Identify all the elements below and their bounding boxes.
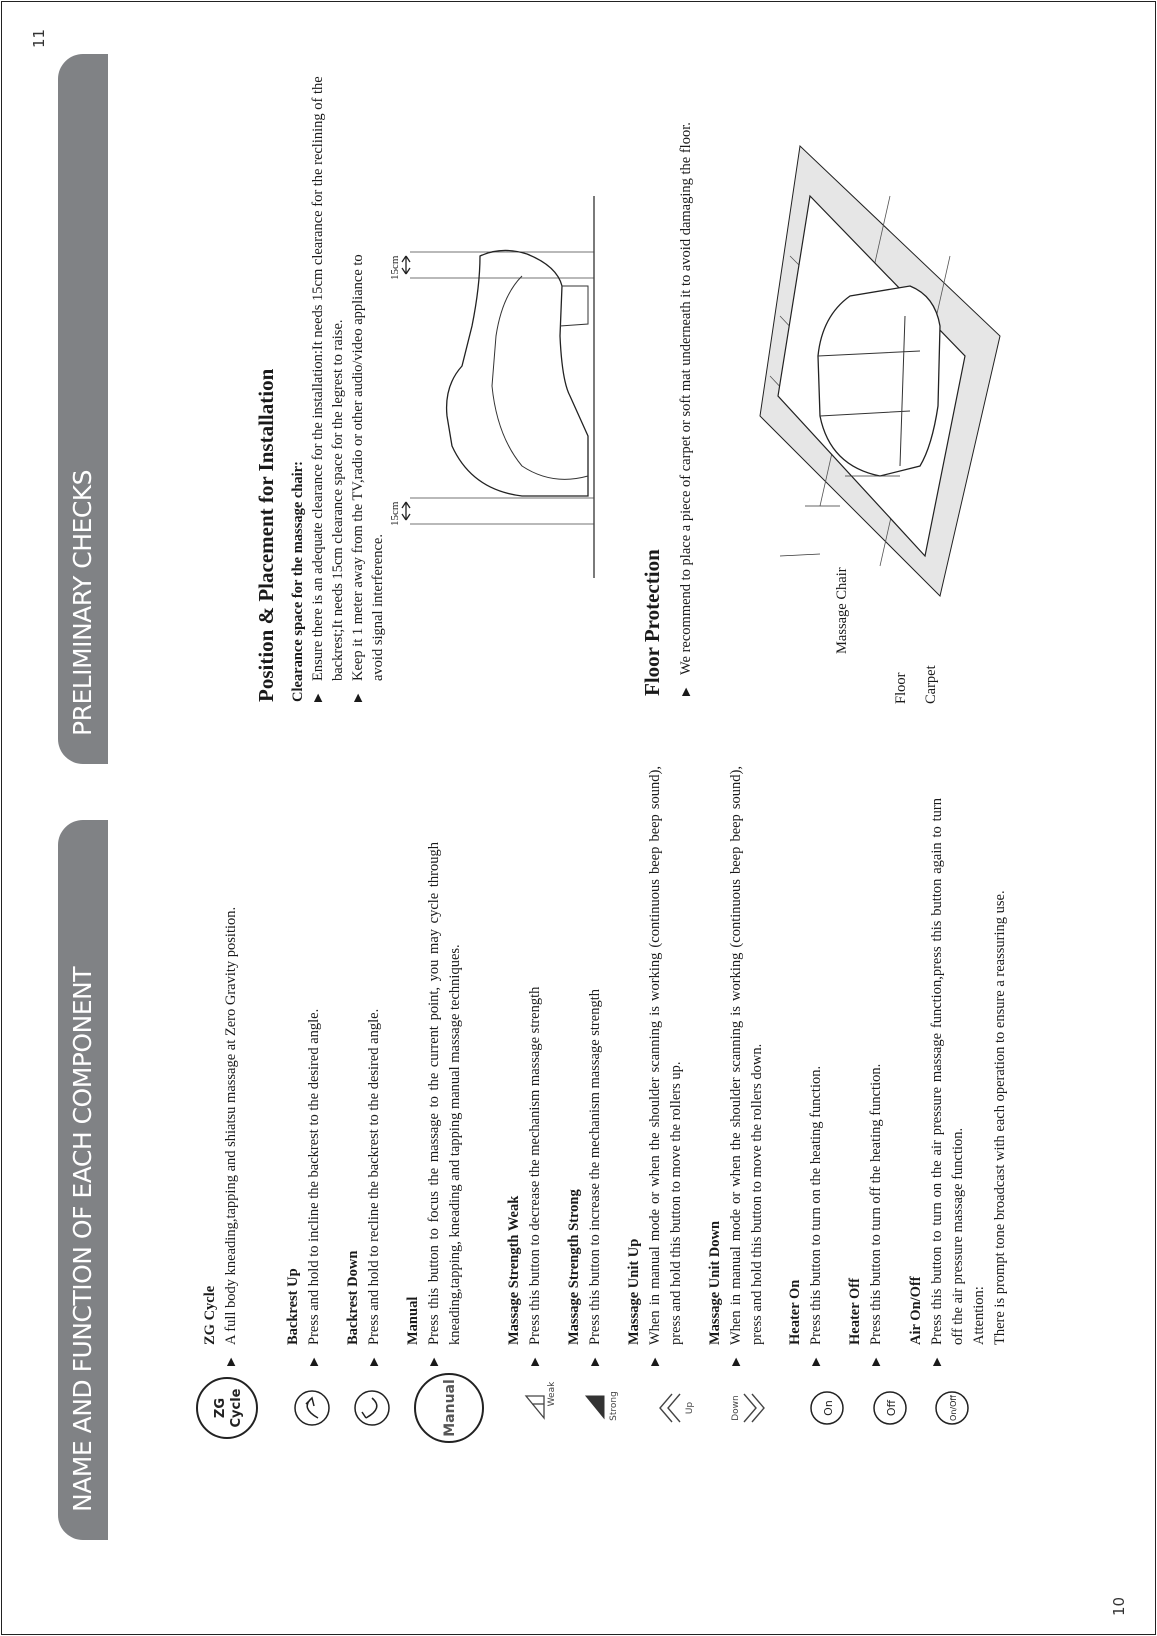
item-desc: ▶ Press and hold to recline the backrest to the desired angle. (364, 848, 385, 1366)
clearance-subheading: Clearance space for the massage chair: (290, 461, 306, 702)
item-desc: ▶ A full body kneading,tapping and shiatsu massage at Zero Gravity position. (221, 848, 242, 1366)
position-heading: Position & Placement for Installation (254, 368, 278, 702)
manual-icon-label: Manual (442, 1379, 458, 1437)
item-desc: ▶ Press this button to turn off the heating function. (866, 766, 887, 1366)
item-heater-off (845, 766, 887, 1366)
item-desc: ▶ Press this button to turn on the air pressure massage function,press this button again to turn off the air pressure massage function. (927, 798, 969, 1366)
item-desc: ▶ When in manual mode or when the shoulder scanning is working (continuous beep beep sound), press and hold this button to move the rollers up. (645, 766, 687, 1366)
heater-on-icon (811, 1392, 843, 1424)
item-zg-cycle (200, 848, 242, 1366)
item-title: Heater On (787, 1279, 803, 1345)
item-title: Massage Unit Down (707, 1220, 723, 1345)
icon-column (0, 1370, 1157, 1440)
floor-protection-diagram (760, 136, 1010, 616)
air-onoff-icon (936, 1392, 968, 1424)
item-title: ZG Cycle (202, 1285, 218, 1345)
item-unit-up (624, 766, 687, 1366)
banner-right: PRELIMINARY CHECKS (58, 54, 108, 764)
item-desc: ▶ Press this button to focus the massage to the current point, you may cycle through kneading,tapping, kneading and tapping manual massage techniques. (424, 842, 466, 1366)
heater-off-icon (874, 1392, 906, 1424)
up-icon-label: Up (685, 1401, 695, 1415)
item-title: Backrest Up (285, 1268, 301, 1345)
zg-cycle-icon (197, 1378, 257, 1438)
dimension-label-left: 15cm (389, 501, 401, 526)
item-backrest-down (343, 848, 385, 1366)
item-desc: ▶ Press and hold to incline the backrest to the desired angle. (304, 848, 325, 1366)
on-icon-label: On (822, 1400, 835, 1416)
strength-strong-icon (586, 1391, 619, 1421)
zg-icon-line2: Cycle (229, 1388, 244, 1428)
item-title: Massage Strength Weak (506, 1195, 522, 1345)
iso-chair-outline (818, 286, 940, 476)
item-title: Heater Off (847, 1278, 863, 1345)
item-desc: ▶ Press this button to turn on the heating function. (806, 766, 827, 1366)
item-backrest-up (283, 848, 325, 1366)
page-number-right: 11 (30, 28, 48, 48)
floor-bullet: ▶ We recommend to place a piece of carpet or soft mat underneath it to avoid damaging the floor. (676, 86, 696, 696)
item-title: Massage Strength Strong (566, 1189, 582, 1345)
item-title: Air On/Off (908, 1276, 924, 1345)
down-icon-label: Down (731, 1395, 741, 1421)
item-desc: ▶ Press this button to decrease the mechanism massage strength (525, 842, 546, 1366)
unit-down-icon (731, 1394, 764, 1422)
item-title: Backrest Down (345, 1250, 361, 1345)
item-unit-down (705, 766, 768, 1366)
item-heater-on (785, 766, 827, 1366)
item-manual (403, 842, 466, 1366)
off-icon-label: Off (885, 1399, 898, 1417)
item-strength-strong (564, 842, 606, 1366)
item-desc: ▶ When in manual mode or when the shoulder scanning is working (continuous beep beep sound), press and hold this button to move the rollers down. (726, 766, 768, 1366)
item-desc: ▶ Press this button to increase the mechanism massage strength (585, 842, 606, 1366)
attention-text: There is prompt tone broadcast with each operation to ensure a reassuring use. (992, 890, 1008, 1345)
floor-text (676, 86, 696, 696)
label-floor: Floor (893, 672, 909, 704)
clearance-diagram (389, 186, 612, 586)
label-carpet: Carpet (923, 665, 939, 704)
dimension-label-right: 15cm (389, 255, 401, 280)
floor-heading: Floor Protection (640, 549, 664, 696)
page-number-left: 10 (1110, 1596, 1128, 1616)
item-title: Massage Unit Up (626, 1238, 642, 1345)
item-air-onoff (906, 798, 1011, 1366)
unit-up-icon (660, 1394, 695, 1422)
dimension-arrow-right (402, 256, 410, 274)
position-text (288, 12, 388, 702)
zg-icon-line1: ZG (213, 1397, 228, 1419)
strong-icon-label: Strong (609, 1391, 619, 1421)
item-title: Manual (405, 1296, 421, 1345)
clearance-bullet: ▶ Ensure there is an adequate clearance for the installation:It needs 15cm clearance for the reclining of the backrest;It needs 15cm clearance space for the legrest to raise. (308, 12, 348, 702)
manual-icon (415, 1374, 483, 1442)
item-strength-weak (504, 842, 546, 1366)
onoff-icon-label: On/Off (949, 1395, 958, 1421)
banner-left: NAME AND FUNCTION OF EACH COMPONENT (58, 820, 108, 1540)
backrest-down-icon (355, 1391, 389, 1425)
strength-weak-icon (526, 1381, 557, 1418)
attention-label: Attention: (971, 1286, 987, 1345)
backrest-up-icon (295, 1391, 329, 1425)
label-massage-chair: Massage Chair (834, 567, 850, 654)
dimension-arrow-left (402, 502, 410, 520)
distance-bullet: ▶ Keep it 1 meter away from the TV,radio or other audio/video appliance to avoid signal interference. (348, 251, 388, 702)
weak-icon-label: Weak (547, 1381, 557, 1407)
